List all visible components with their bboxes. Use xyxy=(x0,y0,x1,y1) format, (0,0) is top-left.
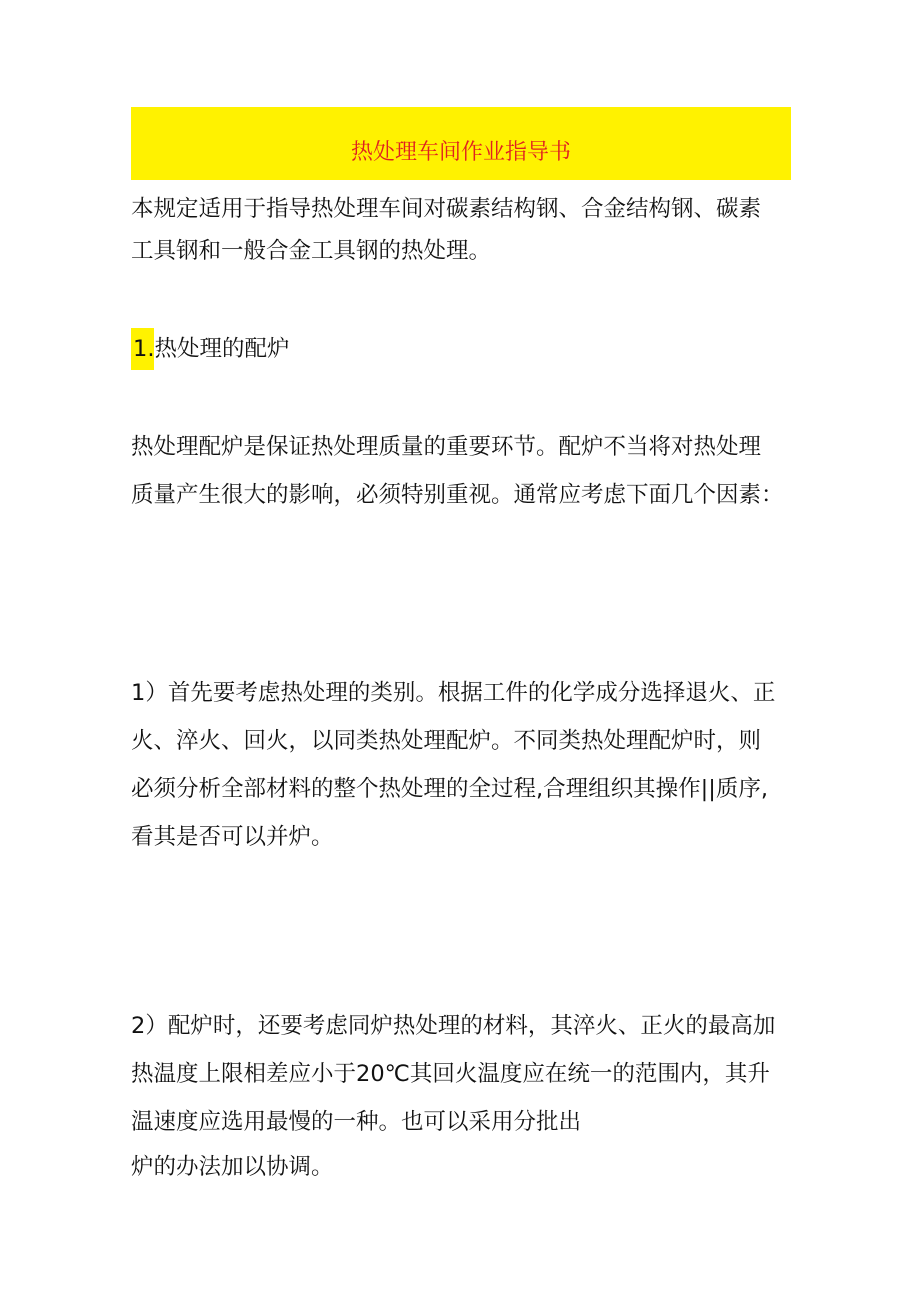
item-2-line: 炉的办法加以协调。 xyxy=(131,1154,334,1180)
overview-line: 质量产生很大的影响，必须特别重视。通常应考虑下面几个因素： xyxy=(131,482,784,508)
intro-line: 工具钢和一般合金工具钢的热处理。 xyxy=(131,238,492,264)
item-1-line: 必须分析全部材料的整个热处理的全过程,合理组织其操作||质序, xyxy=(131,776,768,802)
item-2-line: 热温度上限相差应小于20℃其回火温度应在统一的范围内，其升 xyxy=(131,1061,770,1087)
document-title: 热处理车间作业指导书 xyxy=(350,140,571,165)
item-1-line: 看其是否可以并炉。 xyxy=(131,824,334,850)
intro-paragraph xyxy=(131,188,799,272)
item-1-line: 火、淬火、回火，以同类热处理配炉。不同类热处理配炉时，则 xyxy=(131,728,762,754)
item-2-paragraph xyxy=(131,1002,799,1188)
item-2-line: 温速度应选用最慢的一种。也可以采用分批出 xyxy=(131,1109,582,1135)
title-banner xyxy=(131,107,791,180)
item-1-paragraph xyxy=(131,669,799,861)
section-heading-text: 热处理的配炉 xyxy=(154,336,290,362)
section-heading xyxy=(131,328,289,370)
item-1-line: 1）首先要考虑热处理的类别。根据工件的化学成分选择退火、正 xyxy=(131,680,776,706)
item-2-line: 2）配炉时，还要考虑同炉热处理的材料，其淬火、正火的最高加 xyxy=(131,1013,776,1039)
overview-line: 热处理配炉是保证热处理质量的重要环节。配炉不当将对热处理 xyxy=(131,434,762,460)
intro-line: 本规定适用于指导热处理车间对碳素结构钢、合金结构钢、碳素 xyxy=(131,196,762,222)
overview-paragraph xyxy=(131,423,799,519)
section-number: 1. xyxy=(131,328,154,370)
